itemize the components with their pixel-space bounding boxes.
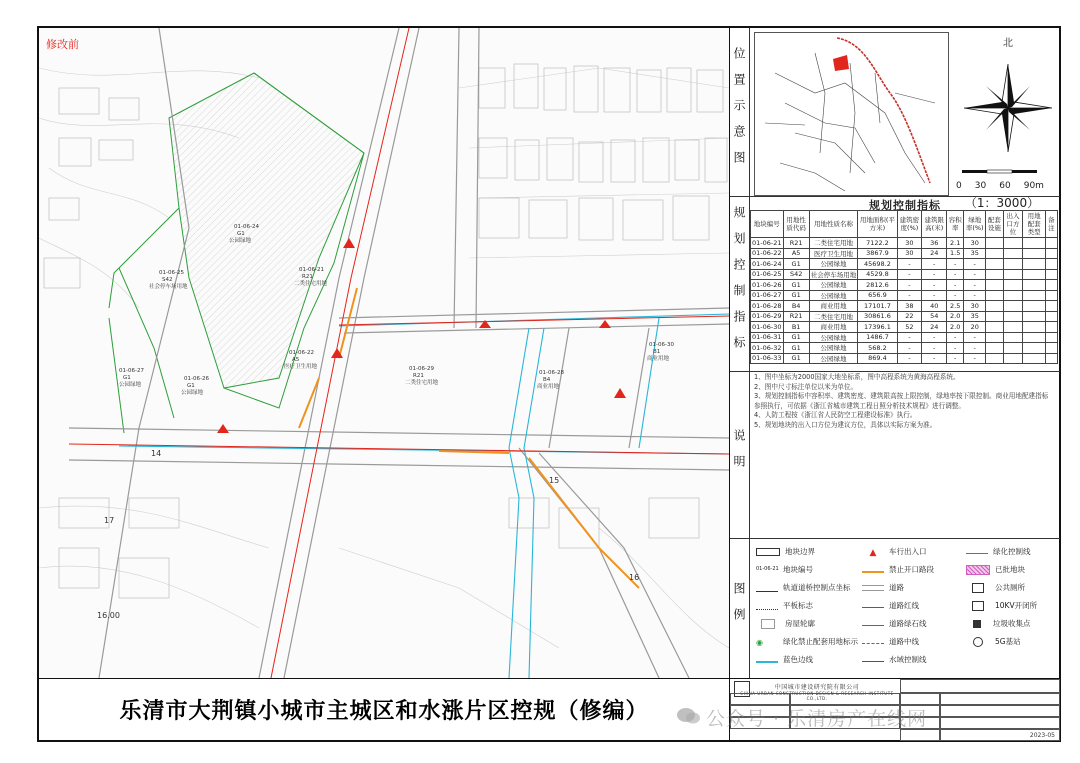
parcel-boundary-symbol [756,548,780,556]
table-cell: G1 [783,343,809,354]
table-row [751,248,1058,259]
table-cell: 869.4 [858,353,897,364]
parcel-code-symbol: 01-06-21 [756,565,779,572]
public-toilet-icon [972,583,984,593]
table-cell [986,248,1003,259]
table-cell: 社会停车场用地 [810,270,857,279]
table-cell: 01-06-21 [752,238,782,247]
parcel-label: A5 [292,357,300,363]
parcel-label: 医疗卫生用地 [284,364,318,370]
table-row [751,353,1058,364]
table-cell: 公园绿地 [809,259,858,270]
legend-item: 道路中线 [862,636,919,647]
road-symbol [862,585,884,591]
road-number: 16 [629,573,640,582]
table-cell [1003,353,1023,364]
watermark-text: 公众号 · 乐清房产在线网 [706,708,928,730]
table-cell: 17396.1 [858,322,897,333]
table-cell: - [947,353,964,364]
table-cell [986,322,1003,333]
table-cell: - [947,259,964,270]
table-cell [1045,290,1057,301]
table-cell [986,311,1003,322]
planning-map[interactable] [39,28,729,678]
road-red-line-symbol [862,603,884,608]
table-cell: 公园绿地 [809,343,858,354]
table-header-cell: 绿地率(%) [964,211,986,238]
control-table-title: 规划控制指标 [869,199,941,212]
table-row [751,280,1058,291]
table-cell: G1 [783,259,809,270]
parcel-label: 01-06-26 [184,376,209,382]
blue-edge-symbol [756,657,778,663]
table-cell: 4529.8 [858,269,897,280]
table-cell [1023,353,1045,364]
table-cell [1023,332,1045,343]
table-row [751,311,1058,322]
scale-bar [950,168,1050,191]
table-cell: 公园绿地 [809,332,858,343]
table-cell: 01-06-33 [752,354,782,363]
divider [730,538,1060,539]
road-number: 15 [549,476,560,485]
parcel-label: 01-06-22 [289,350,314,356]
legend-item: 道路绿石线 [862,618,927,629]
table-cell: 17101.7 [858,301,897,312]
table-cell [1045,322,1057,333]
road-centerline-symbol [862,639,884,644]
parcel-label: 01-06-21 [299,267,324,273]
table-cell: 公园绿地 [809,353,858,364]
map-canvas [39,28,729,678]
table-header-cell: 用地性质代码 [783,211,809,238]
table-cell: - [922,259,947,270]
table-header-cell: 建筑密度(%) [897,211,922,238]
table-cell: 38 [897,301,922,312]
table-cell [1003,301,1023,312]
table-cell: - [922,332,947,343]
table-cell: 二类住宅用地 [809,238,858,249]
legend-item: 房屋轮廓 [756,618,815,629]
parcel-label: 01-06-29 [409,366,434,372]
table-cell: - [947,290,964,301]
table-cell: 36 [922,238,947,249]
building-outline-symbol [761,619,775,629]
parcel-label: R21 [413,373,424,379]
table-row [751,332,1058,343]
table-cell [1023,290,1045,301]
parcel-label: 商业用地 [647,356,670,362]
table-cell: 45698.2 [858,259,897,270]
table-body [751,238,1058,364]
legend-item: 道路红线 [862,600,919,611]
no-opening-symbol [862,567,884,573]
table-header-cell: 用地配套类型 [1023,211,1045,238]
table-cell: - [947,280,964,291]
table-cell [1003,248,1023,259]
compass-rose-icon [960,46,1056,156]
legend-item: 5G基站 [966,636,1021,647]
table-cell: 52 [897,322,922,333]
table-header-cell: 备注 [1045,211,1057,238]
table-cell: - [897,259,922,270]
table-cell: - [897,332,922,343]
elevation-label: 16.00 [97,611,120,620]
table-row [751,259,1058,270]
table-header-cell: 出入口方位 [1003,211,1023,238]
note-line: 2、图中尺寸标注单位以米为单位。 [754,382,858,391]
table-cell [1003,280,1023,291]
parcel-label: B1 [653,349,661,355]
green-access-icon: ◉ [756,637,763,647]
notes-text [754,373,1054,431]
table-header-cell: 用地面积(平方米) [858,211,897,238]
table-cell: S42 [783,269,809,280]
table-cell: - [947,332,964,343]
table-cell: - [922,269,947,280]
legend [750,540,1060,678]
drawing-date: 2023-05 [940,729,1060,741]
note-line: 4、人防工程按《浙江省人民防空工程建设标准》执行。 [754,411,917,420]
table-cell [1023,322,1045,333]
north-label: 北 [1003,38,1013,49]
legend-item: 01-06-21 地块编号 [756,565,813,574]
parcel-label: G1 [237,231,245,237]
table-cell: G1 [783,332,809,343]
table-cell: 22 [897,311,922,322]
table-cell [1045,280,1057,291]
table-cell: - [947,269,964,280]
legend-item: 地块边界 [756,546,815,557]
table-cell: 30861.6 [858,311,897,322]
table-cell [1023,259,1045,270]
parcel-label: 01-06-24 [234,224,259,230]
revision-stamp: 修改前 [46,38,79,51]
parcel-label: 01-06-25 [159,270,184,276]
table-row [751,322,1058,333]
info-panel [729,28,1059,678]
parcel-label: 公园绿地 [181,390,204,396]
legend-item: ▲ 车行出入口 [862,546,927,557]
legend-item: 已批地块 [966,564,1025,575]
table-cell: - [964,269,986,280]
table-cell [986,238,1003,249]
table-row [751,269,1058,280]
table-cell: - [897,280,922,291]
table-cell: - [964,259,986,270]
table-cell [1003,259,1023,270]
table-cell: 医疗卫生用地 [809,248,858,259]
table-cell: 40 [922,301,947,312]
table-cell: 35 [964,311,986,322]
note-line: 1、图中坐标为2000国家大地坐标系，图中高程系统为黄海高程系统。 [754,373,960,381]
table-cell: 公园绿地 [809,290,858,301]
garbage-point-icon [973,620,981,628]
table-cell: 01-06-32 [752,343,782,352]
location-inset-map[interactable] [754,32,949,196]
legend-item: 蓝色边线 [756,654,813,665]
parcel-label: 公园绿地 [119,382,142,388]
note-line: 3、规划控制指标中容积率、建筑密度、建筑限高按上限控制，绿地率按下限控制。商业用地配建指标参照执行，可依据《浙江省城市建筑工程日照分析技术规程》进行调整。 [754,392,1049,410]
table-cell [1023,311,1045,322]
parcel-label: R21 [302,274,313,280]
table-cell: 商业用地 [809,322,858,333]
table-cell: R21 [783,238,809,249]
scale-tick: 0 [956,181,962,191]
table-header-cell: 容积率 [947,211,964,238]
table-cell [986,332,1003,343]
table-cell: 二类住宅用地 [809,311,858,322]
table-cell: - [922,290,947,301]
table-cell [1003,311,1023,322]
table-cell [1045,269,1057,280]
table-cell [1023,248,1045,259]
table-cell: 1.5 [947,248,964,259]
table-cell [986,259,1003,270]
table-cell: G1 [783,353,809,364]
table-cell: - [964,280,986,291]
flat-mark-icon [756,601,778,610]
table-cell: A5 [783,248,809,259]
table-header-cell: 建筑限高(米) [922,211,947,238]
table-cell [1003,290,1023,301]
table-cell: 商业用地 [809,301,858,312]
table-cell [986,280,1003,291]
table-cell [1003,238,1023,249]
table-cell: - [897,353,922,364]
table-cell: 01-06-28 [752,301,782,310]
table-cell: 7122.2 [858,238,897,249]
legend-item: 禁止开口路段 [862,564,934,575]
table-cell [1003,332,1023,343]
table-row [751,238,1058,249]
table-cell: 01-06-24 [752,259,782,268]
table-header-cell: 配套设施 [986,211,1003,238]
table-cell: 01-06-26 [752,280,782,289]
table-cell: G1 [783,290,809,301]
table-cell: 2.0 [947,311,964,322]
table-cell: 1486.7 [858,332,897,343]
table-cell: - [897,290,922,301]
control-section-label: 规划控制指标 [730,196,750,371]
table-cell: G1 [783,280,809,291]
table-cell [1045,238,1057,249]
parcel-label: 01-06-27 [119,368,144,374]
parcel-label: 商业用地 [537,384,560,390]
table-cell: 01-06-31 [752,333,782,342]
location-section-label: 位置示意图 [730,28,750,196]
table-cell [1045,332,1057,343]
table-cell [1023,269,1045,280]
table-cell [1045,301,1057,312]
table-cell [1003,269,1023,280]
institute-name: 中国城市建设研究院有限公司 CHINA URBAN CONSTRUCTION DESIGN & RESEARCH INSTITUTE CO.,LTD. [740,684,894,701]
scale-tick: 30 [974,181,987,191]
table-cell [986,290,1003,301]
table-cell: - [964,290,986,301]
drawing-title: 乐清市大荆镇小城市主城区和水涨片区控规（修编） [39,678,729,740]
table-cell: - [922,353,947,364]
table-cell: 54 [922,311,947,322]
table-cell: 24 [922,322,947,333]
table-cell: 01-06-25 [752,270,782,279]
road-number: 14 [151,449,162,458]
scale-ratio: （1：3000） [964,196,1040,210]
table-cell: 656.9 [858,290,897,301]
table-cell: 20 [964,322,986,333]
table-cell [1003,322,1023,333]
scale-tick: 60 [999,181,1011,191]
parcel-label: G1 [123,375,131,381]
road-curb-symbol [862,621,884,626]
table-cell: 30 [964,238,986,249]
legend-item: 绿化控制线 [966,546,1031,557]
table-cell: 2812.6 [858,280,897,291]
table-cell: - [922,280,947,291]
table-cell: - [964,332,986,343]
table-cell: - [897,343,922,354]
table-cell: 公园绿地 [809,280,858,291]
parcel-label: 社会停车场用地 [149,284,188,290]
control-indicator-table [750,210,1058,364]
table-cell: 30 [897,248,922,259]
table-cell: 568.2 [858,343,897,354]
table-cell: - [897,269,922,280]
road-number: 17 [104,516,115,525]
parcel-label: 公园绿地 [229,238,252,244]
table-cell: - [964,353,986,364]
table-cell [1045,353,1057,364]
hill-park-parcel [169,73,364,388]
table-row [751,301,1058,312]
switch-station-icon [972,601,984,611]
table-header-cell: 地块编号 [751,211,784,238]
table-cell [1003,343,1023,354]
legend-item: 道路 [862,582,904,593]
table-cell: 35 [964,248,986,259]
table-cell: 2.1 [947,238,964,249]
inset-canvas [755,33,948,195]
approved-parcel-symbol [966,565,990,575]
table-cell [1045,259,1057,270]
parcel-label: 二类住宅用地 [405,380,439,386]
legend-item: 10KV开闭所 [966,600,1037,611]
north-arrow [960,32,1056,152]
vehicle-entrance-icon: ▲ [869,547,877,558]
terrain-lines [39,68,729,648]
table-cell [1023,301,1045,312]
parcel-label: G1 [187,383,195,389]
table-cell: 3867.9 [858,248,897,259]
table-cell [1045,248,1057,259]
parcel-label: 01-06-28 [539,370,564,376]
table-cell: - [947,343,964,354]
table-cell: 01-06-22 [752,249,782,258]
table-cell [1045,343,1057,354]
table-cell: B4 [783,301,809,312]
5g-station-icon [973,637,983,647]
table-cell: 01-06-27 [752,291,782,300]
table-cell: 30 [964,301,986,312]
water-control-symbol [862,657,884,662]
coordinate-point-symbol [756,583,778,592]
table-cell: - [922,343,947,354]
table-cell [1023,343,1045,354]
green-control-symbol [966,549,988,554]
table-header-row [751,211,1058,238]
table-cell: 2.0 [947,322,964,333]
table-cell [986,269,1003,280]
table-cell: 01-06-29 [752,312,782,321]
table-cell: 01-06-30 [752,322,782,331]
table-cell: 30 [897,238,922,249]
scale-tick: 90m [1023,181,1044,191]
table-cell [1023,280,1045,291]
parcel-label: 01-06-30 [649,342,674,348]
table-cell [986,301,1003,312]
notes-section-label: 说明 [730,371,750,538]
table-cell [986,353,1003,364]
table-cell: 24 [922,248,947,259]
table-cell [1023,238,1045,249]
parcel-label: S42 [162,277,173,283]
wechat-icon [676,706,702,726]
parcel-label: 二类住宅用地 [294,281,328,287]
table-row [751,343,1058,354]
legend-item: 公共厕所 [966,582,1025,593]
scale-bar-graphic [950,168,1050,178]
legend-item: 垃圾收集点 [966,618,1031,629]
parcel-label: B4 [543,377,551,383]
table-cell [1045,311,1057,322]
legend-section-label: 图例 [730,538,750,678]
legend-item: 轨道道桥控制点坐标 [756,582,851,593]
divider [730,371,1060,372]
table-row [751,290,1058,301]
table-header-cell: 用地性质名称 [809,211,858,238]
table-cell: 2.5 [947,301,964,312]
legend-item: ◉ 绿化禁止配套用地标示 [756,637,858,647]
legend-item: 平板标志 [756,600,813,611]
note-line: 5、规划地块的出入口方位为建议方位，具体以实际方案为准。 [754,420,937,429]
legend-item: 水域控制线 [862,654,927,665]
table-cell [986,343,1003,354]
table-cell: - [964,343,986,354]
table-cell: B1 [783,322,809,333]
table-cell: R21 [783,311,809,322]
